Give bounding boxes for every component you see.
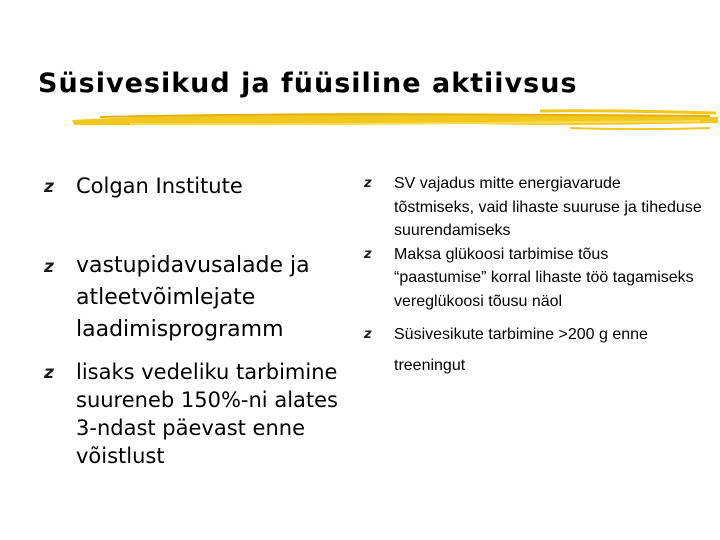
list-item-text: Süsivesikute tarbimine >200 g enne treeningut xyxy=(394,326,648,374)
bullet-icon: z xyxy=(44,177,54,197)
list-item xyxy=(362,319,702,381)
list-item xyxy=(362,243,702,314)
left-bullet-list xyxy=(44,172,354,470)
list-item-text: Maksa glükoosi tarbimise tõus “paastumise” korral lihaste töö tagamiseks vereglükoosi tõusu näol xyxy=(394,245,694,310)
slide-title: Süsivesikud ja füüsiline aktiivsus xyxy=(38,68,578,99)
list-item-text: Colgan Institute xyxy=(76,174,243,198)
list-item-text: lisaks vedeliku tarbimine suureneb 150%-ni alates 3-ndast päevast enne võistlust xyxy=(76,360,338,468)
bullet-icon: z xyxy=(44,363,54,383)
list-item-text: vastupidavusalade ja atleetvõimlejate laadimisprogramm xyxy=(76,253,310,342)
bullet-icon: z xyxy=(364,176,372,191)
bullet-icon: z xyxy=(44,257,54,277)
list-item xyxy=(362,172,702,243)
bullet-icon: z xyxy=(364,327,372,342)
list-item xyxy=(44,358,354,470)
bullet-icon: z xyxy=(364,246,372,262)
list-item xyxy=(44,172,354,200)
right-bullet-list xyxy=(362,172,702,381)
list-item-text: SV vajadus mitte energiavarude tõstmiseks, vaid lihaste suuruse ja tiheduse suurendamiseks xyxy=(394,175,702,239)
title-brush-underline xyxy=(70,104,720,134)
list-item xyxy=(44,250,354,346)
